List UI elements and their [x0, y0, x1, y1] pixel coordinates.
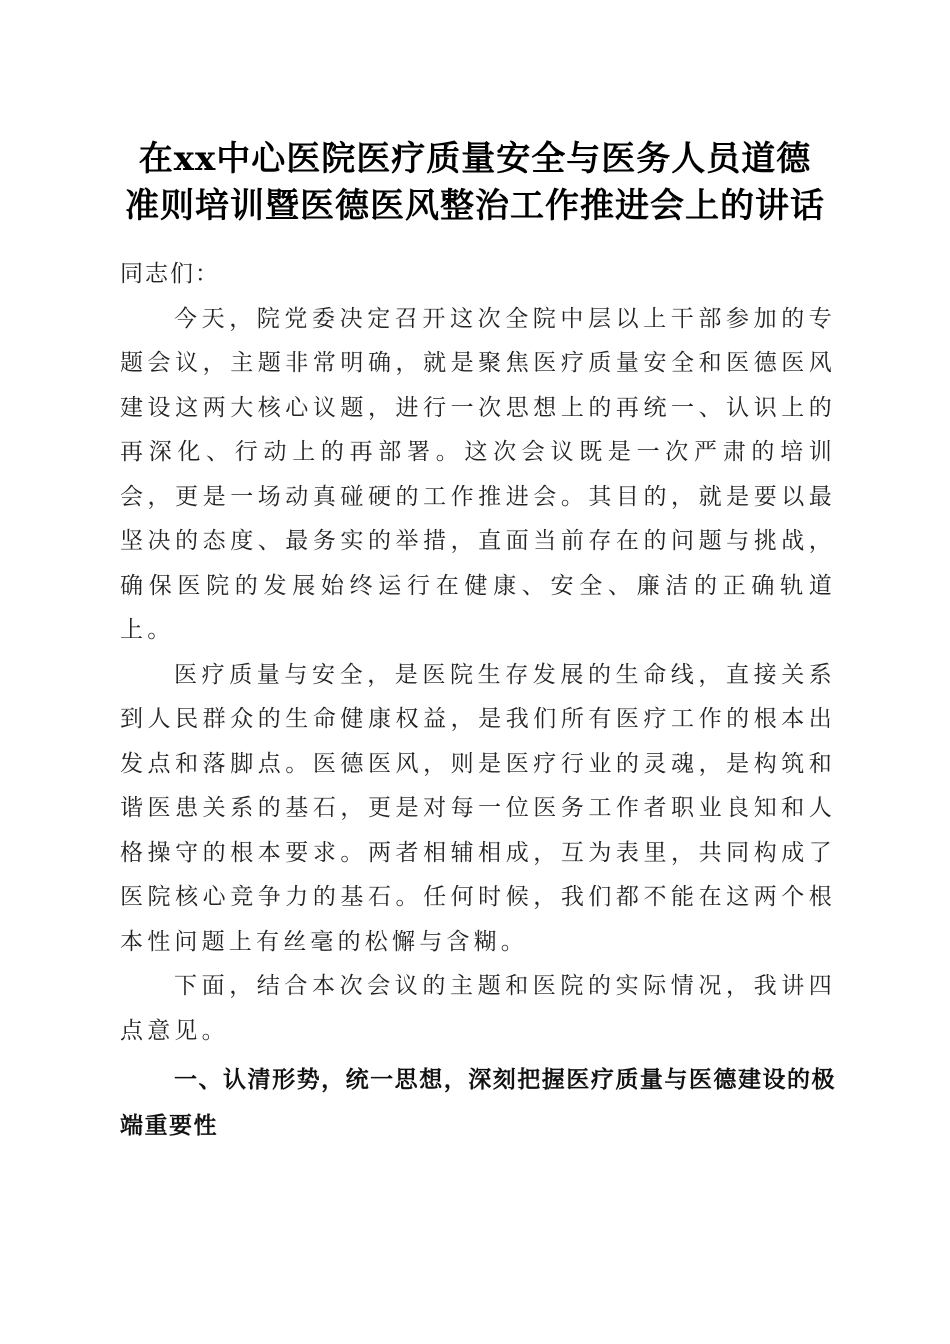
paragraph-3: 下面，结合本次会议的主题和医院的实际情况，我讲四点意见。 [120, 973, 836, 1044]
paragraph-1: 今天，院党委决定召开这次全院中层以上干部参加的专题会议，主题非常明确，就是聚焦医疗质量安全和医德医风建设这两大核心议题，进行一次思想上的再统一、认识上的再深化、行动上的再部署。这次会议既是一次严肃的培训会，更是一场动真碰硬的工作推进会。其目的，就是要以最坚决的态度、最务实的举措，直面当前存在的问题与挑战，确保医院的发展始终运行在健康、安全、廉洁的正确轨道上。 [120, 305, 836, 643]
greeting: 同志们： [120, 261, 220, 287]
document-title [100, 136, 850, 230]
title-line-1: 在xx中心医院医疗质量安全与医务人员道德 [138, 139, 812, 179]
section-heading: 一、认清形势，统一思想，深刻把握医疗质量与医德建设的极端重要性 [120, 1067, 836, 1139]
document-body [120, 252, 836, 1149]
title-line-2: 准则培训暨医德医风整治工作推进会上的讲话 [125, 186, 825, 226]
paragraph-2: 医疗质量与安全，是医院生存发展的生命线，直接关系到人民群众的生命健康权益，是我们所有医疗工作的根本出发点和落脚点。医德医风，则是医疗行业的灵魂，是构筑和谐医患关系的基石，更是对每一位医务工作者职业良知和人格操守的根本要求。两者相辅相成，互为表里，共同构成了医院核心竞争力的基石。任何时候，我们都不能在这两个根本性问题上有丝毫的松懈与含糊。 [120, 661, 836, 955]
